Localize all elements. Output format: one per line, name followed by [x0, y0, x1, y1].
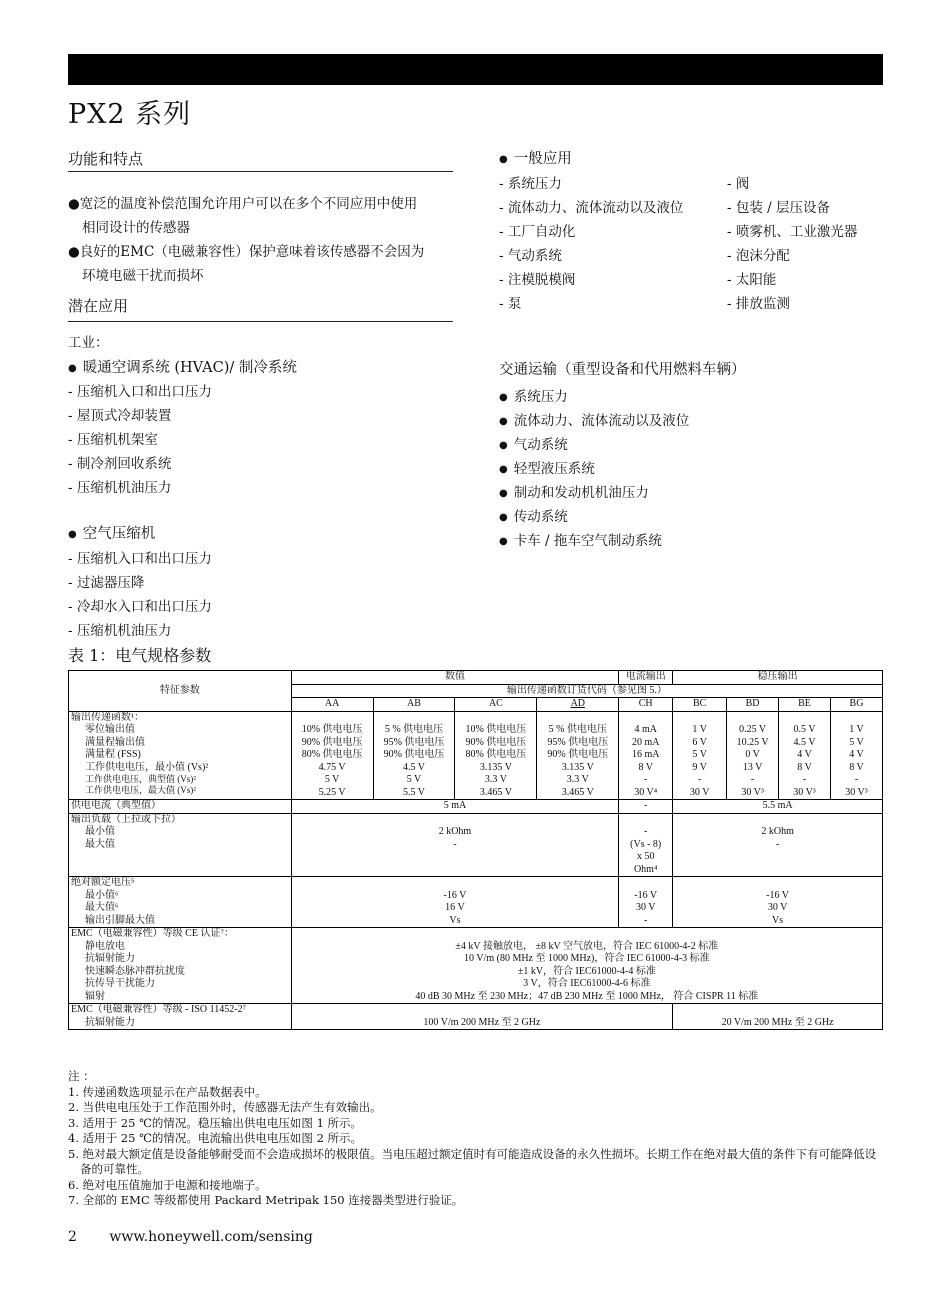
list-item-text: - 冷却水入口和出口压力	[68, 599, 212, 615]
cell-line: 2 kOhm	[761, 826, 794, 837]
list-item	[499, 220, 575, 240]
header-current: 电流输出	[619, 671, 673, 685]
table-cell	[831, 711, 883, 800]
cell-line: 最小值⁶	[85, 889, 119, 901]
cell-line: 4 V	[849, 749, 864, 760]
cell-line: 10% 供电电压	[301, 724, 363, 735]
cell-line: 3.3 V	[566, 774, 589, 785]
table-row	[69, 1004, 883, 1030]
apps-heading: 潜在应用	[68, 297, 129, 315]
cell-line: 90% 供电电压	[383, 749, 445, 760]
cell-line: 90% 供电电压	[301, 736, 363, 748]
table-cell	[619, 711, 673, 800]
cell-line: Vs	[449, 914, 461, 926]
cell-line: ±4 kV 接触放电， ±8 kV 空气放电，符合 IEC 61000-4-2 标准	[455, 940, 719, 952]
cell-line: 零位输出值	[85, 724, 135, 735]
list-item-text: - 包装 / 层压设备	[727, 200, 830, 216]
bullet-icon: ●	[499, 512, 508, 523]
code-cell: AC	[455, 698, 537, 712]
feature-2-line-1: ●良好的EMC（电磁兼容性）保护意味着该传感器不会因为	[68, 244, 425, 260]
cell-line: 3.465 V	[561, 786, 594, 798]
list-item	[68, 428, 158, 448]
list-item-text: - 制冷剂回收系统	[68, 456, 172, 472]
cell-line: 工作供电电压，典型值 (Vs)²	[85, 774, 196, 784]
cell-line: 6 V	[692, 736, 707, 748]
cell-line: 4.5 V	[402, 761, 426, 773]
table-row	[69, 877, 883, 928]
list-item	[727, 196, 830, 216]
table-cell: 100 V/m 200 MHz 至 2 GHz	[291, 1004, 673, 1030]
air-title-text: 空气压缩机	[82, 526, 156, 542]
list-item-text: - 泵	[499, 296, 522, 312]
cell-spacer	[539, 712, 616, 725]
cell-line: 30 V³	[741, 786, 764, 798]
list-item	[499, 505, 568, 525]
cell-line: 输出传递函数¹：	[71, 711, 144, 723]
note-line: 注 ：	[68, 1069, 95, 1083]
cell-line: 0 V	[745, 749, 760, 760]
note-line: 4. 适用于 25 ℃的情况。电流输出供电电压如图 2 所示。	[68, 1131, 363, 1145]
cell-line: 10 V/m (80 MHz 至 1000 MHz)，符合 IEC 61000-4-3 标准	[464, 953, 710, 964]
cell-line: -	[453, 838, 457, 850]
list-item	[499, 481, 649, 501]
code-cell: AD	[537, 698, 619, 712]
air-title	[68, 522, 155, 543]
table-cell	[373, 711, 455, 800]
table-title: 表 1：电气规格参数	[68, 646, 212, 665]
cell-line: 4 V	[797, 749, 812, 760]
cell-spacer	[729, 712, 776, 725]
cell-line: 40 dB 30 MHz 至 230 MHz；47 dB 230 MHz 至 1000 MHz， 符合 CISPR 11 标准	[415, 990, 759, 1002]
apps-rule	[68, 321, 453, 322]
list-item	[499, 268, 575, 288]
cell-line: 90% 供电电压	[547, 749, 609, 760]
table-cell	[291, 928, 882, 1004]
general-title	[499, 147, 572, 168]
cell-line: 3.465 V	[479, 786, 512, 798]
cell-line: 80% 供电电压	[301, 749, 363, 760]
cell-line: 5 V	[324, 774, 340, 785]
cell-line: (Vs - 8)	[630, 838, 662, 850]
list-item	[499, 244, 562, 264]
industry-label: 工业：	[68, 335, 109, 351]
cell-line: -	[697, 774, 702, 785]
cell-spacer	[294, 814, 617, 827]
list-item	[727, 172, 749, 192]
table-cell	[673, 877, 883, 928]
header-param: 特征参数	[69, 671, 292, 712]
cell-line: 10% 供电电压	[465, 724, 527, 735]
list-item	[499, 529, 662, 549]
cell-line: 90% 供电电压	[465, 736, 527, 748]
cell-line: 绝对额定电压⁵	[71, 877, 135, 888]
cell-line: -16 V	[634, 889, 658, 901]
cell-line: 9 V	[692, 761, 707, 773]
cell-line: 30 V³	[793, 786, 816, 798]
bullet-icon: ●	[499, 392, 508, 403]
cell-line: 95% 供电电压	[547, 736, 609, 748]
cell-line: EMC（电磁兼容性）等级 CE 认证⁷：	[71, 928, 234, 939]
cell-line: EMC（电磁兼容性）等级 - ISO 11452-2⁷	[71, 1004, 247, 1015]
transport-title: 交通运输（重型设备和代用燃料车辆）	[499, 362, 746, 378]
table-row	[69, 800, 883, 814]
list-item	[68, 619, 171, 639]
cell-line: 5 V	[406, 774, 422, 785]
cell-spacer	[457, 712, 534, 725]
footer	[68, 1229, 341, 1245]
list-item	[68, 595, 212, 615]
hvac-title-text: 暖通空调系统 (HVAC)/ 制冷系统	[82, 360, 297, 376]
cell-spacer	[675, 712, 724, 725]
cell-line: 13 V	[742, 761, 763, 773]
list-item-text: - 流体动力、流体流动以及液位	[499, 200, 684, 216]
bullet-icon: ●	[499, 154, 508, 165]
cell-line: 抗辐射能力	[85, 1016, 135, 1028]
cell-spacer	[621, 814, 670, 827]
cell-line: 输出引脚最大值	[85, 914, 155, 926]
cell-line: 5 % 供电电压	[548, 724, 607, 735]
cell-line: 5 % 供电电压	[384, 724, 444, 735]
table-row	[69, 928, 883, 1004]
code-cell: AB	[373, 698, 455, 712]
note-line: 2. 当供电电压处于工作范围外时，传感器无法产生有效输出。	[68, 1100, 382, 1114]
list-item	[68, 547, 212, 567]
header-bar	[68, 54, 883, 85]
cell-line: 16 mA	[631, 749, 660, 760]
list-item-text: - 太阳能	[727, 272, 777, 288]
cell-line: -16 V	[766, 889, 790, 901]
hvac-title	[68, 356, 297, 377]
code-cell: BC	[673, 698, 727, 712]
page-title: PX2 系列	[68, 99, 192, 130]
cell-spacer	[675, 814, 880, 827]
footer-url: www.honeywell.com/sensing	[109, 1229, 313, 1245]
table-cell	[673, 711, 727, 800]
row-label	[69, 711, 292, 800]
page-number: 2	[68, 1229, 77, 1245]
cell-line: 10.25 V	[736, 736, 769, 748]
list-item-text: - 压缩机入口和出口压力	[68, 551, 212, 567]
table-cell	[291, 877, 619, 928]
list-item	[68, 380, 212, 400]
electrical-spec-table	[68, 670, 883, 1030]
cell-line: 30 V³	[845, 786, 868, 798]
list-item	[499, 433, 568, 453]
note-line: 1. 传递函数选项显示在产品数据表中。	[68, 1084, 267, 1099]
cell-line: 快速瞬态脉冲群抗扰度	[85, 965, 185, 977]
cell-line: 8 V	[638, 761, 653, 773]
cell-line: 1 V	[692, 724, 707, 735]
cell-spacer	[621, 712, 670, 725]
cell-line: 30 V	[767, 902, 788, 913]
cell-line: 8 V	[849, 761, 864, 773]
feature-2-line-2: 环境电磁干扰而损坏	[82, 268, 204, 284]
list-item-text: 气动系统	[513, 437, 568, 453]
cell-line: 30 V	[689, 786, 710, 798]
cell-line: 最小值	[85, 826, 115, 837]
table-cell: 5.5 mA	[673, 800, 883, 814]
table-cell	[673, 813, 883, 877]
cell-line: 辐射	[85, 990, 105, 1002]
list-item-text: - 阀	[727, 176, 750, 192]
cell-line: Vs	[772, 914, 784, 926]
cell-line: Ohm⁴	[633, 863, 658, 875]
list-item-text: - 压缩机入口和出口压力	[68, 384, 212, 400]
cell-line: 满量程输出值	[85, 736, 145, 748]
list-item-text: - 注模脱模阀	[499, 272, 576, 288]
note-line: 3. 适用于 25 ℃的情况。稳压输出供电电压如图 1 所示。	[68, 1115, 363, 1130]
row-label	[69, 928, 292, 1004]
list-item	[499, 457, 595, 477]
cell-spacer	[833, 712, 880, 725]
bullet-icon: ●	[499, 416, 508, 427]
cell-line: 20 mA	[631, 736, 660, 748]
list-item-text: - 屋顶式冷却装置	[68, 408, 172, 424]
note-line: 6. 绝对电压值施加于电源和接地端子。	[68, 1177, 267, 1192]
table-row	[69, 711, 883, 800]
table-cell	[619, 813, 673, 877]
list-item	[727, 268, 776, 288]
cell-line: 5.5 V	[402, 786, 426, 798]
bullet-icon: ●	[68, 529, 77, 540]
code-cell: CH	[619, 698, 673, 712]
list-item-text: - 压缩机机架室	[68, 432, 158, 448]
cell-line: 0.5 V	[793, 724, 816, 735]
features-heading: 功能和特点	[68, 150, 144, 168]
cell-line: 0.25 V	[739, 724, 767, 735]
cell-line: 16 V	[445, 902, 465, 913]
cell-line: 满量程 (FSS)	[85, 749, 141, 760]
table-cell	[291, 711, 373, 800]
feature-1-line-1: ●宽泛的温度补偿范围允许用户可以在多个不同应用中使用	[68, 196, 418, 212]
cell-line: 输出负载（上拉或下拉）	[71, 813, 181, 825]
cell-line: 4.75 V	[318, 761, 346, 773]
cell-spacer	[294, 877, 617, 890]
cell-line: 5 V	[849, 736, 864, 748]
cell-line: ±1 kV，符合 IEC61000-4-4 标准	[517, 965, 656, 977]
cell-line: 30 V⁴	[634, 786, 658, 798]
header-ratio: 稳压输出	[673, 671, 883, 685]
row-label	[69, 813, 292, 877]
cell-line: 最大值⁶	[85, 902, 119, 913]
list-item-text: 轻型液压系统	[513, 461, 595, 477]
note-line: 7. 全部的 EMC 等级都使用 Packard Metripak 150 连接器类型进行验证。	[68, 1193, 464, 1207]
list-item-text: - 压缩机机油压力	[68, 480, 172, 496]
feature-1-line-2: 相同设计的传感器	[82, 220, 190, 236]
table-cell: 5 mA	[291, 800, 619, 814]
row-label	[69, 1004, 292, 1030]
cell-line: -	[802, 774, 807, 785]
list-item-text: 制动和发动机机油压力	[513, 485, 649, 501]
list-item	[499, 172, 562, 192]
table-cell	[455, 711, 537, 800]
cell-line: 95% 供电电压	[383, 736, 445, 748]
bullet-icon: ●	[499, 464, 508, 475]
cell-line: 抗传导干扰能力	[85, 978, 155, 989]
list-item	[499, 196, 683, 216]
cell-spacer	[294, 712, 371, 725]
cell-line: 5 V	[692, 749, 707, 760]
row-label: 供电电流（典型值）	[69, 800, 292, 814]
cell-spacer	[376, 712, 453, 725]
cell-line: 4 mA	[634, 724, 657, 735]
list-item	[499, 409, 689, 429]
bullet-icon: ●	[499, 536, 508, 547]
header-code: 输出传递函数订货代码（参见图 5.）	[291, 684, 882, 698]
list-item	[68, 571, 144, 591]
cell-line: x 50	[636, 851, 655, 862]
list-item-text: - 系统压力	[499, 176, 562, 192]
list-item-text: 流体动力、流体流动以及液位	[513, 413, 690, 429]
cell-line: -	[750, 774, 755, 785]
table-cell	[537, 711, 619, 800]
cell-line: -16 V	[443, 889, 467, 901]
cell-line: 1 V	[849, 724, 864, 735]
cell-line: 4.5 V	[793, 736, 816, 748]
header-value: 数值	[291, 671, 619, 685]
list-item-text: 传动系统	[513, 509, 568, 525]
list-item	[68, 476, 171, 496]
list-item	[727, 292, 790, 312]
cell-line: 2 kOhm	[438, 826, 472, 837]
list-item	[68, 404, 171, 424]
list-item-text: - 排放监测	[727, 296, 790, 312]
list-item-text: - 压缩机机油压力	[68, 623, 172, 639]
cell-line: 30 V	[635, 902, 656, 913]
list-item	[727, 244, 790, 264]
list-item-text: - 工厂自动化	[499, 224, 576, 240]
cell-line: 3.135 V	[479, 761, 512, 773]
bullet-icon: ●	[499, 440, 508, 451]
notes	[68, 1069, 883, 1209]
list-item-text: 系统压力	[513, 389, 568, 405]
code-cell: BD	[727, 698, 779, 712]
features-rule	[68, 171, 453, 172]
list-item-text: - 过滤器压降	[68, 575, 145, 591]
cell-spacer	[675, 877, 880, 890]
row-label	[69, 877, 292, 928]
cell-line: 3 V，符合 IEC61000-4-6 标准	[523, 978, 651, 989]
cell-line: 5.25 V	[318, 786, 346, 798]
code-cell: BG	[831, 698, 883, 712]
cell-line: -	[775, 838, 780, 850]
list-item-text: - 泡沫分配	[727, 248, 790, 264]
cell-line: 3.3 V	[484, 774, 507, 785]
cell-line: -	[854, 774, 859, 785]
cell-line: 8 V	[797, 761, 812, 773]
list-item-text: - 喷雾机、工业激光器	[727, 224, 858, 240]
table-cell	[727, 711, 779, 800]
cell-spacer	[294, 928, 880, 941]
table-cell: -	[619, 800, 673, 814]
table-cell	[779, 711, 831, 800]
list-item-text: 卡车 / 拖车空气制动系统	[513, 533, 662, 549]
list-item	[499, 292, 521, 312]
bullet-icon: ●	[499, 488, 508, 499]
note-line: 5. 绝对最大额定值是设备能够耐受而不会造成损坏的极限值。当电压超过额定值时有可能造成设备的永久性损坏。长期工作在绝对最大值的条件下有可能降低设备的可靠性。	[68, 1146, 877, 1176]
general-title-text: 一般应用	[513, 151, 572, 167]
code-cell: BE	[779, 698, 831, 712]
table-cell: 20 V/m 200 MHz 至 2 GHz	[673, 1004, 883, 1030]
code-cell: AA	[291, 698, 373, 712]
cell-spacer	[621, 877, 670, 890]
list-item-text: - 气动系统	[499, 248, 562, 264]
cell-line: 静电放电	[85, 940, 125, 952]
cell-line: 80% 供电电压	[465, 749, 527, 760]
cell-line: -	[644, 774, 648, 785]
list-item	[68, 452, 171, 472]
cell-line: 工作供电电压，最大值 (Vs)²	[85, 785, 196, 796]
cell-line: 最大值	[85, 838, 115, 850]
cell-line: 工作供电电压，最小值 (Vs)²	[85, 761, 209, 773]
cell-line: -	[644, 914, 648, 926]
table-cell	[619, 877, 673, 928]
list-item	[727, 220, 857, 240]
cell-line: 3.135 V	[561, 761, 594, 773]
table-cell	[291, 813, 619, 877]
cell-line: 抗辐射能力	[85, 953, 135, 964]
bullet-icon: ●	[68, 363, 77, 374]
list-item	[499, 385, 568, 405]
cell-line: -	[644, 826, 648, 837]
table-row	[69, 813, 883, 877]
cell-spacer	[781, 712, 828, 725]
